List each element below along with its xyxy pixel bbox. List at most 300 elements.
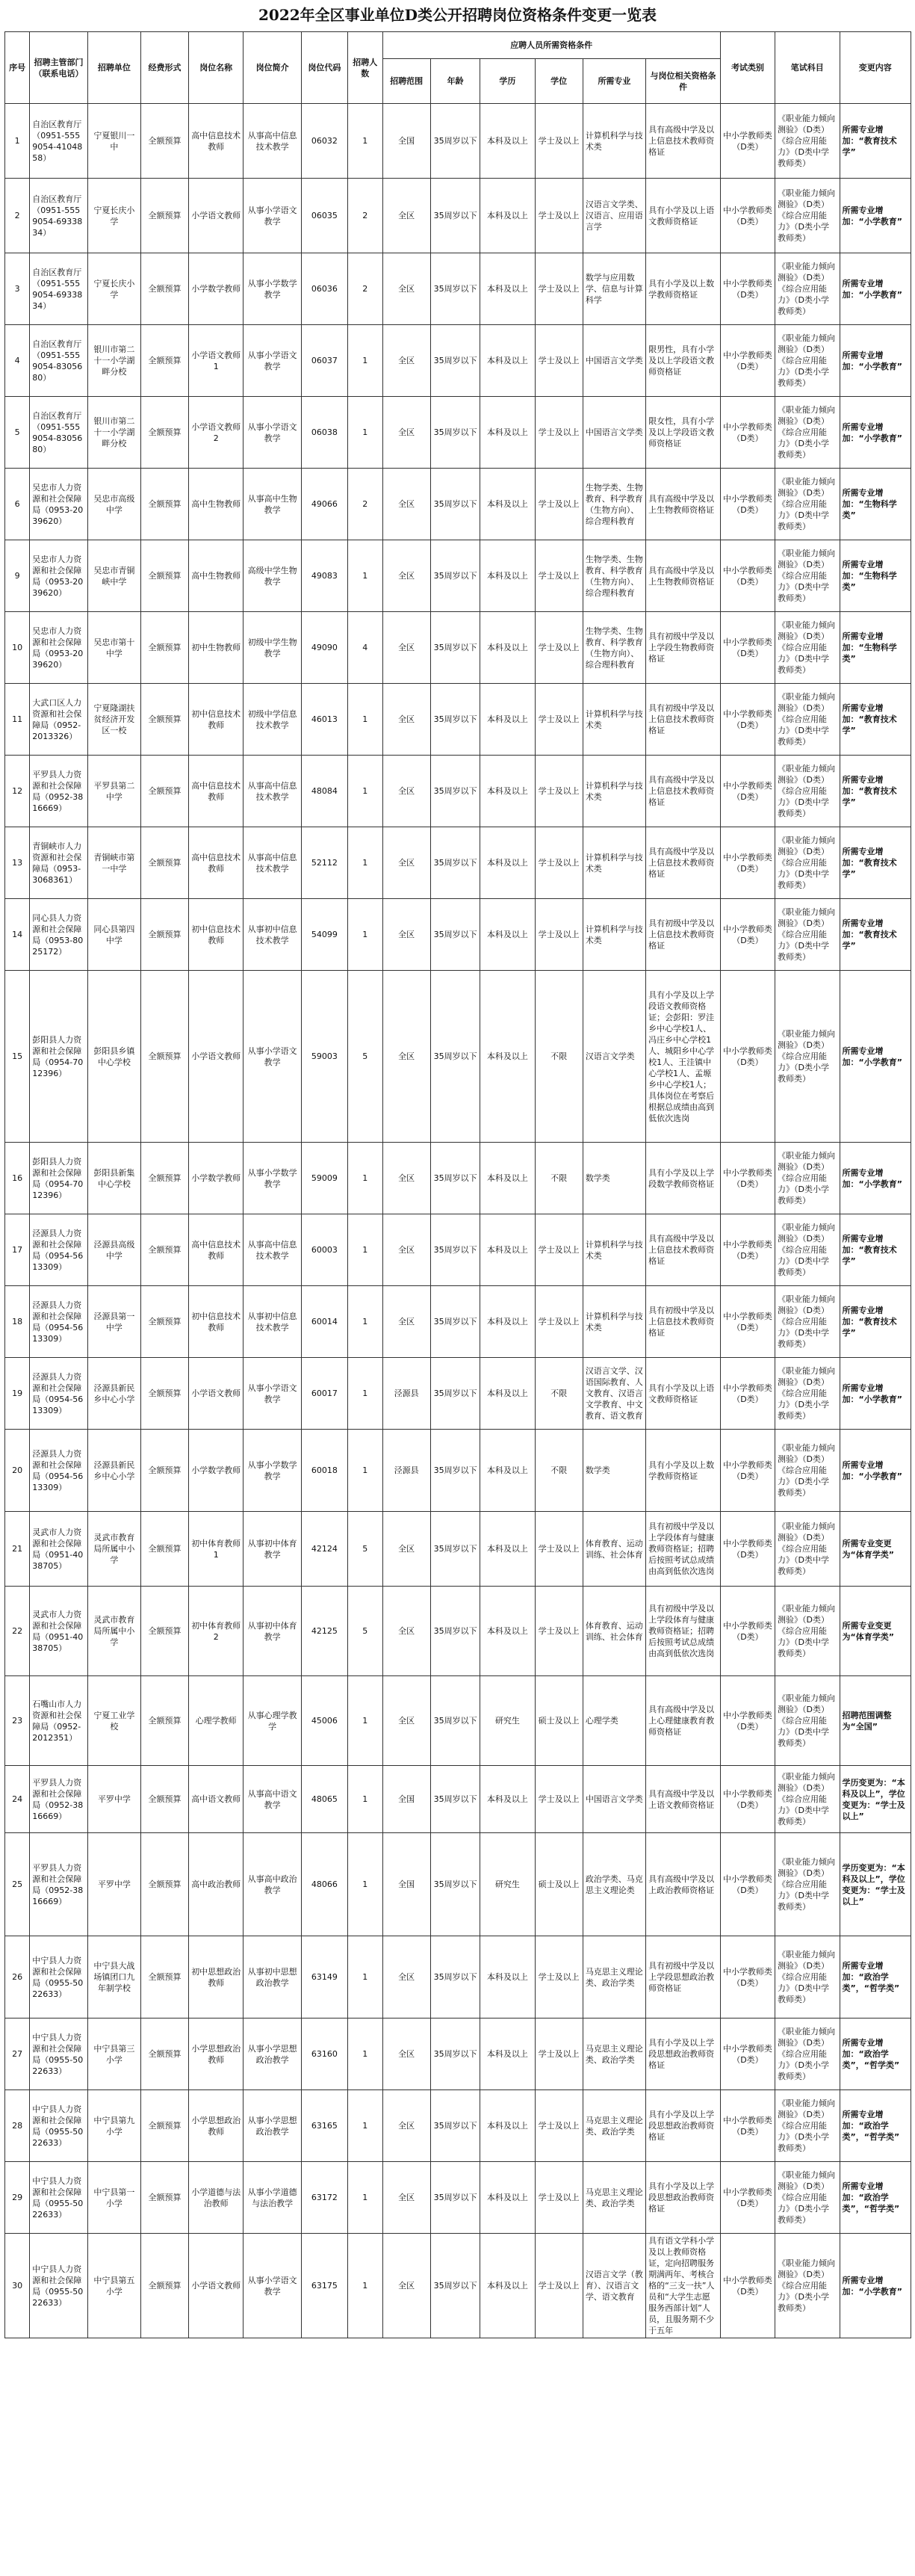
cell-post-name: 小学语文教师: [189, 971, 244, 1143]
cell-count: 5: [347, 1512, 382, 1587]
table-row: [5, 1676, 911, 1766]
cell-funding: 全额预算: [140, 397, 188, 469]
cell-count: 1: [347, 1358, 382, 1430]
cell-funding: 全额预算: [140, 899, 188, 971]
cell-count: 2: [347, 469, 382, 540]
cell-code: 63175: [301, 2234, 347, 2338]
cell-funding: 全额预算: [140, 612, 188, 684]
cell-change: 所需专业增加：“小学教育”: [840, 1143, 911, 1214]
cell-subject: 《职业能力倾向测验》（D类）《综合应用能力》（D类中学教师类）: [775, 1587, 840, 1676]
cell-post-intro: 高级中学生物教学: [244, 540, 302, 612]
cell-change: 所需专业增加：“教育技术学”: [840, 1286, 911, 1358]
cell-unit: 中宁县大战场镇团口九年制学校: [87, 1936, 140, 2019]
cell-seq: 2: [5, 179, 30, 253]
cell-count: 1: [347, 1766, 382, 1833]
cell-major: 马克思主义理论类、政治学类: [583, 2162, 645, 2234]
cell-funding: 全额预算: [140, 827, 188, 899]
cell-edu: 本科及以上: [480, 179, 535, 253]
change-table: [4, 31, 911, 2338]
cell-post-intro: 从事小学语文教学: [244, 971, 302, 1143]
cell-post-intro: 从事小学数学教学: [244, 1143, 302, 1214]
cell-range: 全区: [382, 827, 430, 899]
cell-seq: 25: [5, 1833, 30, 1936]
cell-subject: 《职业能力倾向测验》（D类）《综合应用能力》（D类中学教师类）: [775, 1214, 840, 1286]
cell-age: 35周岁以下: [430, 1214, 480, 1286]
cell-major: 计算机科学与技术类: [583, 756, 645, 827]
cell-post-intro: 从事初中信息技术教学: [244, 899, 302, 971]
cell-code: 06036: [301, 253, 347, 325]
cell-exam: 中小学教师类（D类）: [720, 397, 775, 469]
header-subject: 笔试科目: [775, 32, 840, 104]
cell-edu: 本科及以上: [480, 1143, 535, 1214]
table-row: [5, 325, 911, 397]
cell-subject: 《职业能力倾向测验》（D类）《综合应用能力》（D类中学教师类）: [775, 1936, 840, 2019]
table-row: [5, 1358, 911, 1430]
cell-edu: 本科及以上: [480, 827, 535, 899]
cell-count: 1: [347, 540, 382, 612]
cell-edu: 本科及以上: [480, 1512, 535, 1587]
cell-cert: 具有高级中学及以上政治教师资格证: [646, 1833, 721, 1936]
table-body: [5, 104, 911, 2338]
cell-major: 汉语言文学类、汉语言、应用语言学: [583, 179, 645, 253]
cell-code: 60018: [301, 1430, 347, 1512]
cell-cert: 具有小学及以上语文教师资格证: [646, 1358, 721, 1430]
cell-post-name: 小学道德与法治教师: [189, 2162, 244, 2234]
cell-code: 63165: [301, 2090, 347, 2162]
cell-change: 所需专业增加：“生物科学类”: [840, 612, 911, 684]
cell-degree: 硕士及以上: [535, 1676, 583, 1766]
table-row: [5, 827, 911, 899]
cell-unit: 泾源县新民乡中心小学: [87, 1358, 140, 1430]
cell-edu: 本科及以上: [480, 1587, 535, 1676]
cell-post-name: 初中体育教师2: [189, 1587, 244, 1676]
cell-cert: 限女性，具有小学及以上学段语文教师资格证: [646, 397, 721, 469]
cell-change: 所需专业变更为“体育学类”: [840, 1587, 911, 1676]
cell-range: 全区: [382, 1214, 430, 1286]
cell-code: 49066: [301, 469, 347, 540]
cell-unit: 宁夏长庆小学: [87, 253, 140, 325]
cell-funding: 全额预算: [140, 684, 188, 756]
cell-range: 全国: [382, 104, 430, 179]
cell-unit: 泾源县第一中学: [87, 1286, 140, 1358]
cell-subject: 《职业能力倾向测验》（D类）《综合应用能力》（D类小学教师类）: [775, 397, 840, 469]
cell-seq: 1: [5, 104, 30, 179]
cell-change: 所需专业增加：“小学教育”: [840, 2234, 911, 2338]
cell-edu: 本科及以上: [480, 2019, 535, 2090]
cell-degree: 学士及以上: [535, 469, 583, 540]
cell-post-name: 初中信息技术教师: [189, 899, 244, 971]
cell-degree: 学士及以上: [535, 756, 583, 827]
cell-range: 全区: [382, 756, 430, 827]
cell-edu: 研究生: [480, 1833, 535, 1936]
cell-code: 59003: [301, 971, 347, 1143]
cell-age: 35周岁以下: [430, 104, 480, 179]
cell-change: 所需专业增加：“生物科学类”: [840, 540, 911, 612]
cell-range: 泾源县: [382, 1358, 430, 1430]
cell-unit: 平罗中学: [87, 1766, 140, 1833]
cell-age: 35周岁以下: [430, 1587, 480, 1676]
cell-dept: 平罗县人力资源和社会保障局（0952-3816669）: [30, 1766, 88, 1833]
cell-major: 生物学类、生物教育、科学教育（生物方向）、综合理科教育: [583, 540, 645, 612]
cell-code: 60003: [301, 1214, 347, 1286]
cell-exam: 中小学教师类（D类）: [720, 1214, 775, 1286]
cell-change: 所需专业增加：“教育技术学”: [840, 1214, 911, 1286]
cell-post-name: 小学思想政治教师: [189, 2019, 244, 2090]
header-post-code: 岗位代码: [301, 32, 347, 104]
cell-funding: 全额预算: [140, 104, 188, 179]
header-count: 招聘人数: [347, 32, 382, 104]
cell-edu: 本科及以上: [480, 899, 535, 971]
cell-change: 所需专业增加：“小学教育”: [840, 971, 911, 1143]
cell-major: 生物学类、生物教育、科学教育（生物方向）、综合理科教育: [583, 612, 645, 684]
cell-unit: 灵武市教育局所属中小学: [87, 1512, 140, 1587]
cell-degree: 学士及以上: [535, 899, 583, 971]
cell-subject: 《职业能力倾向测验》（D类）《综合应用能力》（D类中学教师类）: [775, 756, 840, 827]
cell-funding: 全额预算: [140, 1766, 188, 1833]
cell-count: 1: [347, 2090, 382, 2162]
cell-post-name: 初中信息技术教师: [189, 1286, 244, 1358]
cell-dept: 泾源县人力资源和社会保障局（0954-5613309）: [30, 1430, 88, 1512]
table-row: [5, 1214, 911, 1286]
cell-post-intro: 从事高中信息技术教学: [244, 104, 302, 179]
cell-range: 全区: [382, 179, 430, 253]
cell-post-intro: 从事小学数学教学: [244, 1430, 302, 1512]
cell-subject: 《职业能力倾向测验》（D类）《综合应用能力》（D类中学教师类）: [775, 1286, 840, 1358]
cell-post-name: 高中政治教师: [189, 1833, 244, 1936]
cell-unit: 中宁县第五小学: [87, 2234, 140, 2338]
cell-post-name: 小学语文教师: [189, 2234, 244, 2338]
table-row: [5, 1833, 911, 1936]
cell-edu: 本科及以上: [480, 540, 535, 612]
cell-seq: 26: [5, 1936, 30, 2019]
cell-subject: 《职业能力倾向测验》（D类）《综合应用能力》（D类小学教师类）: [775, 325, 840, 397]
cell-range: 全区: [382, 2234, 430, 2338]
cell-range: 全区: [382, 684, 430, 756]
cell-range: 全区: [382, 612, 430, 684]
cell-exam: 中小学教师类（D类）: [720, 540, 775, 612]
cell-change: 所需专业增加：“小学教育”: [840, 253, 911, 325]
cell-dept: 同心县人力资源和社会保障局（0953-8025172）: [30, 899, 88, 971]
table-row: [5, 1143, 911, 1214]
cell-funding: 全额预算: [140, 1286, 188, 1358]
cell-subject: 《职业能力倾向测验》（D类）《综合应用能力》（D类小学教师类）: [775, 1358, 840, 1430]
cell-cert: 具有初级中学及以上学段生物教师资格证: [646, 612, 721, 684]
cell-dept: 平罗县人力资源和社会保障局（0952-3816669）: [30, 1833, 88, 1936]
cell-count: 1: [347, 1286, 382, 1358]
cell-change: 所需专业增加：“小学教育”: [840, 1358, 911, 1430]
cell-edu: 本科及以上: [480, 1936, 535, 2019]
cell-edu: 本科及以上: [480, 612, 535, 684]
cell-post-name: 小学数学教师: [189, 1430, 244, 1512]
cell-range: 全区: [382, 397, 430, 469]
table-row: [5, 1430, 911, 1512]
cell-major: 中国语言文学类: [583, 325, 645, 397]
cell-count: 1: [347, 827, 382, 899]
cell-count: 1: [347, 684, 382, 756]
header-seq: 序号: [5, 32, 30, 104]
cell-post-intro: 初级中学信息技术教学: [244, 684, 302, 756]
cell-post-intro: 从事初中体育教学: [244, 1587, 302, 1676]
cell-subject: 《职业能力倾向测验》（D类）《综合应用能力》（D类中学教师类）: [775, 1766, 840, 1833]
cell-age: 35周岁以下: [430, 1286, 480, 1358]
cell-subject: 《职业能力倾向测验》（D类）《综合应用能力》（D类中学教师类）: [775, 1833, 840, 1936]
cell-edu: 本科及以上: [480, 971, 535, 1143]
cell-degree: 不限: [535, 1430, 583, 1512]
cell-count: 2: [347, 253, 382, 325]
cell-count: 1: [347, 1143, 382, 1214]
cell-range: 全区: [382, 1936, 430, 2019]
cell-subject: 《职业能力倾向测验》（D类）《综合应用能力》（D类小学教师类）: [775, 1430, 840, 1512]
cell-age: 35周岁以下: [430, 2162, 480, 2234]
cell-post-name: 小学语文教师2: [189, 397, 244, 469]
cell-count: 1: [347, 2234, 382, 2338]
cell-cert: 具有初级中学及以上信息技术教师资格证: [646, 684, 721, 756]
cell-edu: 本科及以上: [480, 253, 535, 325]
cell-change: 所需专业增加：“政治学类”，“哲学类”: [840, 2162, 911, 2234]
cell-code: 63160: [301, 2019, 347, 2090]
cell-range: 全区: [382, 325, 430, 397]
cell-funding: 全额预算: [140, 325, 188, 397]
cell-change: 所需专业变更为“体育学类”: [840, 1512, 911, 1587]
cell-post-name: 心理学教师: [189, 1676, 244, 1766]
table-row: [5, 2090, 911, 2162]
cell-seq: 12: [5, 756, 30, 827]
cell-exam: 中小学教师类（D类）: [720, 2090, 775, 2162]
cell-exam: 中小学教师类（D类）: [720, 1286, 775, 1358]
cell-seq: 29: [5, 2162, 30, 2234]
cell-age: 35周岁以下: [430, 1766, 480, 1833]
cell-code: 48065: [301, 1766, 347, 1833]
cell-major: 计算机科学与技术类: [583, 104, 645, 179]
cell-unit: 吴忠市高级中学: [87, 469, 140, 540]
cell-change: 所需专业增加：“生物科学类”: [840, 469, 911, 540]
cell-unit: 中宁县第一小学: [87, 2162, 140, 2234]
cell-cert: 具有高级中学及以上信息技术教师资格证: [646, 104, 721, 179]
cell-seq: 21: [5, 1512, 30, 1587]
cell-dept: 中宁县人力资源和社会保障局（0955-5022633）: [30, 2090, 88, 2162]
cell-change: 所需专业增加：“政治学类”，“哲学类”: [840, 1936, 911, 2019]
cell-exam: 中小学教师类（D类）: [720, 971, 775, 1143]
cell-code: 42124: [301, 1512, 347, 1587]
cell-funding: 全额预算: [140, 1143, 188, 1214]
cell-major: 马克思主义理论类、政治学类: [583, 1936, 645, 2019]
cell-code: 06037: [301, 325, 347, 397]
cell-cert: 具有高级中学及以上信息技术教师资格证: [646, 1214, 721, 1286]
cell-unit: 彭阳县新集中心学校: [87, 1143, 140, 1214]
table-row: [5, 1766, 911, 1833]
cell-seq: 17: [5, 1214, 30, 1286]
cell-funding: 全额预算: [140, 1214, 188, 1286]
cell-subject: 《职业能力倾向测验》（D类）《综合应用能力》（D类小学教师类）: [775, 2090, 840, 2162]
cell-degree: 学士及以上: [535, 612, 583, 684]
cell-unit: 泾源县高级中学: [87, 1214, 140, 1286]
cell-funding: 全额预算: [140, 1833, 188, 1936]
cell-edu: 本科及以上: [480, 1430, 535, 1512]
table-row: [5, 2019, 911, 2090]
cell-major: 体育教育、运动训练、社会体育: [583, 1512, 645, 1587]
cell-age: 35周岁以下: [430, 1430, 480, 1512]
cell-count: 1: [347, 899, 382, 971]
cell-age: 35周岁以下: [430, 1936, 480, 2019]
header-change: 变更内容: [840, 32, 911, 104]
cell-range: 全区: [382, 899, 430, 971]
cell-code: 52112: [301, 827, 347, 899]
cell-exam: 中小学教师类（D类）: [720, 2162, 775, 2234]
cell-age: 35周岁以下: [430, 2090, 480, 2162]
cell-subject: 《职业能力倾向测验》（D类）《综合应用能力》（D类中学教师类）: [775, 684, 840, 756]
cell-range: 全国: [382, 1833, 430, 1936]
cell-funding: 全额预算: [140, 2019, 188, 2090]
cell-degree: 硕士及以上: [535, 1833, 583, 1936]
cell-age: 35周岁以下: [430, 684, 480, 756]
cell-cert: 具有初级中学及以上信息技术教师资格证: [646, 899, 721, 971]
cell-funding: 全额预算: [140, 1358, 188, 1430]
cell-change: 学历变更为：“本科及以上”，学位变更为：“学士及以上”: [840, 1833, 911, 1936]
header-cert: 与岗位相关资格条件: [646, 59, 721, 104]
cell-seq: 6: [5, 469, 30, 540]
cell-post-intro: 从事初中思想政治教学: [244, 1936, 302, 2019]
cell-exam: 中小学教师类（D类）: [720, 1936, 775, 2019]
cell-funding: 全额预算: [140, 1430, 188, 1512]
cell-major: 中国语言文学类: [583, 397, 645, 469]
cell-code: 48084: [301, 756, 347, 827]
cell-cert: 限男性，具有小学及以上学段语文教师资格证: [646, 325, 721, 397]
cell-major: 数学类: [583, 1430, 645, 1512]
cell-degree: 学士及以上: [535, 1936, 583, 2019]
cell-edu: 本科及以上: [480, 2234, 535, 2338]
cell-range: 全区: [382, 2162, 430, 2234]
cell-code: 06038: [301, 397, 347, 469]
cell-unit: 银川市第二十一小学湖畔分校: [87, 325, 140, 397]
cell-cert: 具有语文学科小学及以上教师资格证，定向招聘服务期满两年、考核合格的“三支一扶”人员和“大学生志愿服务西部计划”人员，且服务期不少于五年: [646, 2234, 721, 2338]
cell-age: 35周岁以下: [430, 469, 480, 540]
cell-seq: 27: [5, 2019, 30, 2090]
cell-major: 计算机科学与技术类: [583, 684, 645, 756]
cell-age: 35周岁以下: [430, 253, 480, 325]
cell-edu: 本科及以上: [480, 684, 535, 756]
table-row: [5, 253, 911, 325]
cell-dept: 平罗县人力资源和社会保障局（0952-3816669）: [30, 756, 88, 827]
cell-post-intro: 从事高中语文教学: [244, 1766, 302, 1833]
table-row: [5, 1936, 911, 2019]
cell-age: 35周岁以下: [430, 1512, 480, 1587]
cell-dept: 中宁县人力资源和社会保障局（0955-5022633）: [30, 2019, 88, 2090]
cell-seq: 19: [5, 1358, 30, 1430]
cell-age: 35周岁以下: [430, 1358, 480, 1430]
cell-subject: 《职业能力倾向测验》（D类）《综合应用能力》（D类小学教师类）: [775, 2162, 840, 2234]
cell-dept: 自治区教育厅（0951-5559054-6933834）: [30, 179, 88, 253]
cell-change: 所需专业增加：“教育技术学”: [840, 104, 911, 179]
cell-seq: 14: [5, 899, 30, 971]
cell-post-name: 高中生物教师: [189, 540, 244, 612]
cell-degree: 不限: [535, 1358, 583, 1430]
cell-major: 计算机科学与技术类: [583, 1214, 645, 1286]
cell-dept: 吴忠市人力资源和社会保障局（0953-2039620）: [30, 612, 88, 684]
header-degree: 学位: [535, 59, 583, 104]
cell-post-intro: 从事高中生物教学: [244, 469, 302, 540]
cell-change: 所需专业增加：“小学教育”: [840, 1430, 911, 1512]
cell-subject: 《职业能力倾向测验》（D类）《综合应用能力》（D类小学教师类）: [775, 179, 840, 253]
cell-edu: 研究生: [480, 1676, 535, 1766]
cell-dept: 泾源县人力资源和社会保障局（0954-5613309）: [30, 1358, 88, 1430]
table-row: [5, 756, 911, 827]
header-range: 招聘范围: [382, 59, 430, 104]
cell-seq: 3: [5, 253, 30, 325]
cell-post-intro: 从事高中信息技术教学: [244, 756, 302, 827]
cell-range: 全区: [382, 971, 430, 1143]
header-major: 所需专业: [583, 59, 645, 104]
cell-code: 48066: [301, 1833, 347, 1936]
cell-range: 全区: [382, 2019, 430, 2090]
cell-post-name: 高中信息技术教师: [189, 756, 244, 827]
cell-major: 计算机科学与技术类: [583, 827, 645, 899]
cell-unit: 青铜峡市第一中学: [87, 827, 140, 899]
cell-funding: 全额预算: [140, 179, 188, 253]
cell-cert: 具有小学及以上学段语文教师资格证；会彭阳：罗洼乡中心学校1人、冯庄乡中心学校1人、城阳乡中心学校1人、王洼镇中心学校1人、孟塬乡中心学校1人；具体岗位在考察后根据总成绩由高到低依次选岗: [646, 971, 721, 1143]
cell-cert: 具有小学及以上数学教师资格证: [646, 253, 721, 325]
cell-degree: 学士及以上: [535, 2234, 583, 2338]
cell-code: 63172: [301, 2162, 347, 2234]
cell-unit: 同心县第四中学: [87, 899, 140, 971]
cell-post-intro: 从事小学思想政治教学: [244, 2019, 302, 2090]
cell-edu: 本科及以上: [480, 397, 535, 469]
cell-funding: 全额预算: [140, 1676, 188, 1766]
cell-dept: 自治区教育厅（0951-5559054-8305680）: [30, 325, 88, 397]
table-row: [5, 1587, 911, 1676]
cell-cert: 具有初级中学及以上信息技术教师资格证: [646, 1286, 721, 1358]
cell-seq: 20: [5, 1430, 30, 1512]
cell-count: 1: [347, 2019, 382, 2090]
cell-major: 数学与应用数学、信息与计算科学: [583, 253, 645, 325]
cell-funding: 全额预算: [140, 253, 188, 325]
cell-exam: 中小学教师类（D类）: [720, 469, 775, 540]
cell-subject: 《职业能力倾向测验》（D类）《综合应用能力》（D类中学教师类）: [775, 540, 840, 612]
cell-degree: 学士及以上: [535, 2162, 583, 2234]
cell-degree: 学士及以上: [535, 325, 583, 397]
cell-post-name: 小学数学教师: [189, 1143, 244, 1214]
cell-cert: 具有小学及以上学段思想政治教师资格证: [646, 2162, 721, 2234]
cell-range: 全区: [382, 1143, 430, 1214]
cell-subject: 《职业能力倾向测验》（D类）《综合应用能力》（D类中学教师类）: [775, 612, 840, 684]
cell-exam: 中小学教师类（D类）: [720, 756, 775, 827]
cell-dept: 中宁县人力资源和社会保障局（0955-5022633）: [30, 2162, 88, 2234]
header-exam: 考试类别: [720, 32, 775, 104]
cell-funding: 全额预算: [140, 1936, 188, 2019]
cell-dept: 大武口区人力资源和社会保障局（0952-2013326）: [30, 684, 88, 756]
cell-age: 35周岁以下: [430, 325, 480, 397]
cell-dept: 灵武市人力资源和社会保障局（0951-4038705）: [30, 1587, 88, 1676]
cell-dept: 彭阳县人力资源和社会保障局（0954-7012396）: [30, 1143, 88, 1214]
table-row: [5, 104, 911, 179]
cell-count: 1: [347, 756, 382, 827]
cell-seq: 4: [5, 325, 30, 397]
cell-age: 35周岁以下: [430, 397, 480, 469]
cell-dept: 泾源县人力资源和社会保障局（0954-5613309）: [30, 1214, 88, 1286]
header-unit: 招聘单位: [87, 32, 140, 104]
cell-degree: 学士及以上: [535, 1587, 583, 1676]
cell-code: 49090: [301, 612, 347, 684]
cell-cert: 具有初级中学及以上学段体育与健康教师资格证；招聘后按照考试总成绩由高到低依次选岗: [646, 1587, 721, 1676]
cell-edu: 本科及以上: [480, 469, 535, 540]
cell-exam: 中小学教师类（D类）: [720, 899, 775, 971]
cell-funding: 全额预算: [140, 971, 188, 1143]
cell-major: 汉语言文学（教育）、汉语言文学、语文教育: [583, 2234, 645, 2338]
cell-seq: 28: [5, 2090, 30, 2162]
cell-dept: 中宁县人力资源和社会保障局（0955-5022633）: [30, 1936, 88, 2019]
cell-age: 35周岁以下: [430, 1833, 480, 1936]
cell-post-name: 小学语文教师1: [189, 325, 244, 397]
cell-age: 35周岁以下: [430, 1143, 480, 1214]
